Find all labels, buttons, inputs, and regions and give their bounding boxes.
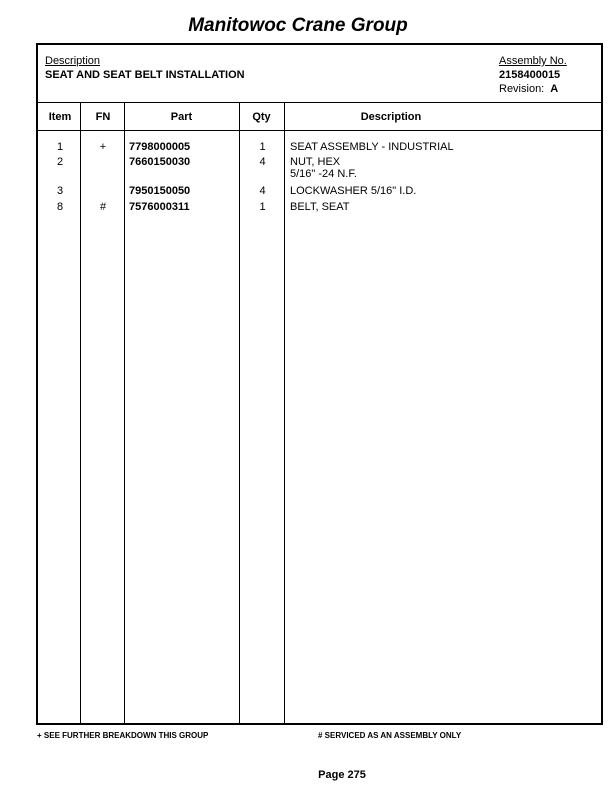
row-fn: # <box>99 201 107 213</box>
table-row <box>38 141 601 155</box>
column-header-fn: FN <box>95 111 111 123</box>
row-part: 7950150050 <box>129 185 191 197</box>
assembly-number: 2158400015 <box>499 69 561 81</box>
row-description: LOCKWASHER 5/16" I.D. <box>290 185 417 197</box>
row-item: 1 <box>56 141 64 153</box>
table-row <box>38 156 601 184</box>
row-description-line2: 5/16" -24 N.F. <box>290 168 357 180</box>
revision-label: Revision: <box>499 83 545 95</box>
row-fn: + <box>99 141 107 153</box>
row-item: 2 <box>56 156 64 168</box>
assembly-header <box>38 45 601 103</box>
parts-table-frame <box>36 43 603 725</box>
page-number: Page 275 <box>318 769 366 781</box>
footnote-further-breakdown: + SEE FURTHER BREAKDOWN THIS GROUP <box>37 731 209 740</box>
column-header-description: Description <box>360 111 422 123</box>
row-part: 7798000005 <box>129 141 191 153</box>
row-part: 7660150030 <box>129 156 191 168</box>
row-item: 8 <box>56 201 64 213</box>
column-header-row <box>38 103 601 131</box>
row-qty: 1 <box>259 201 266 213</box>
row-description: NUT, HEX <box>290 156 341 168</box>
row-qty: 4 <box>259 185 266 197</box>
table-row <box>38 185 601 199</box>
footnote-serviced-assembly: # SERVICED AS AN ASSEMBLY ONLY <box>318 731 462 740</box>
column-header-qty: Qty <box>252 111 271 123</box>
assembly-description: SEAT AND SEAT BELT INSTALLATION <box>45 69 245 81</box>
assembly-number-label: Assembly No. <box>499 55 567 67</box>
page-title: Manitowoc Crane Group <box>188 15 408 36</box>
revision-value: A <box>550 83 559 95</box>
revision <box>499 83 558 95</box>
row-part: 7576000311 <box>129 201 190 213</box>
row-description: BELT, SEAT <box>290 201 350 213</box>
row-item: 3 <box>56 185 64 197</box>
row-qty: 4 <box>259 156 266 168</box>
table-row <box>38 201 601 215</box>
column-header-part: Part <box>170 111 193 123</box>
row-qty: 1 <box>259 141 266 153</box>
column-header-item: Item <box>48 111 72 123</box>
row-description: SEAT ASSEMBLY - INDUSTRIAL <box>290 141 454 153</box>
description-label: Description <box>45 55 101 67</box>
